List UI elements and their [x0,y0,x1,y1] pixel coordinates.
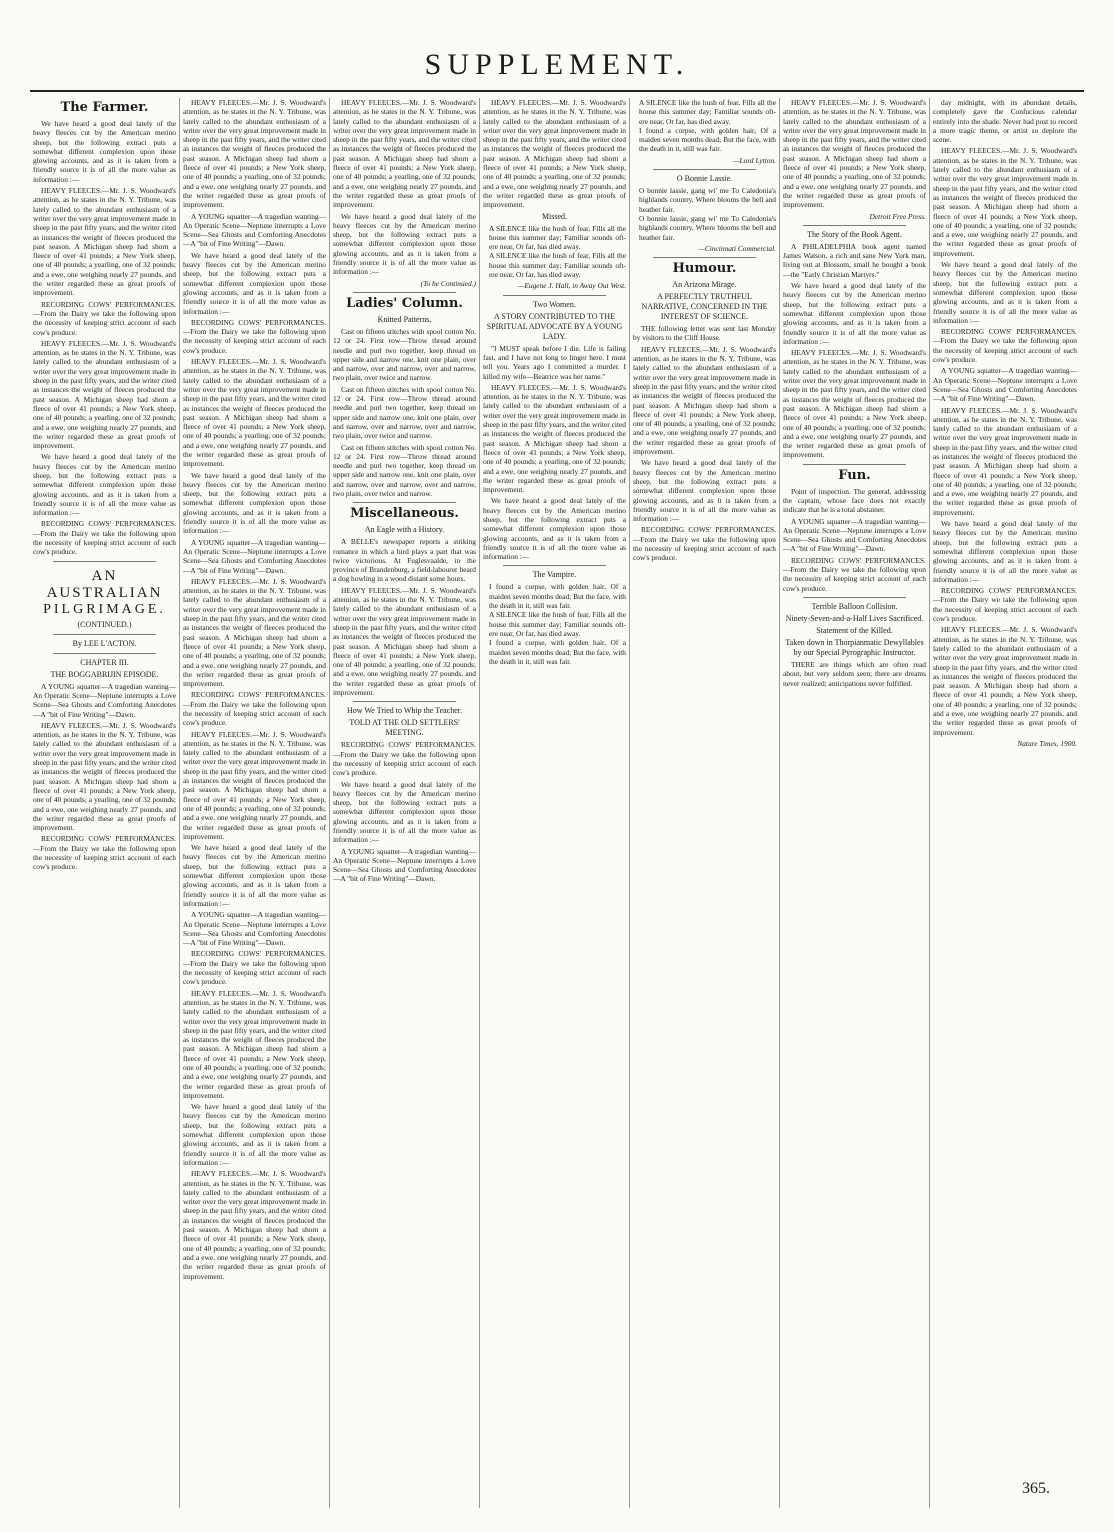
paragraph: RECORDING COWS' PERFORMANCES.—From the Dairy we take the following upon the necessity of keeping strict account of each cow's produce. [33,519,176,557]
story-title-1: AN AUSTRALIAN [46,567,163,601]
paragraph: We have heard a good deal lately of the heavy fleeces cut by the American merino sheep, but the following extract puts a somewhat different complexion upon those glowing accounts, and as it is taken from a friendly source it is of all the more value as information :— [783,281,926,346]
poem-text: A SILENCE like the hush of fear, Fills all the house this summer day; Familiar sounds oft-ere near, Or far, has died away. [639,98,776,126]
section-head-humour: Humour. [672,261,737,277]
divider [653,257,756,258]
paragraph: Cast on fifteen stitches with spool cotton No. 12 or 24. First row—Throw thread around needle and purl two together, keep thread on upper side and narrow one, knit one plain, over and narrow, over and narrow, over and narrow, two plain, over twice and narrow. [333,384,476,441]
section-head-farmer: The Farmer. [60,100,149,115]
article-subtitle: TOLD AT THE OLD SETTLERS' MEETING. [349,718,460,738]
paragraph: A YOUNG squatter—A tragedian wanting—An Operatic Scene—Neptune interrupts a Love Scene—Sea Ghosts and Comforting Anecdotes—A "bit of Fine Writing"—Dawn. [183,211,326,249]
divider [503,295,606,296]
article-title: The Vampire. [532,570,577,580]
paragraph: We have heard a good deal lately of the heavy fleeces cut by the American merino sheep, but the following extract puts a somewhat different complexion upon those glowing accounts, and as it is taken from a friendly source it is of all the more value as information :— [333,211,476,277]
paragraph: A BELLE's newspaper reports a striking romance in which a bird plays a part that was twice victorious. At Fuglesvaalde, in the province of Brandenburg, a field-labourer heard a dog howling in a wood distant some hours. [333,537,476,584]
paragraph: RECORDING COWS' PERFORMANCES.—From the Dairy we take the following upon the necessity of keeping strict account of each cow's produce. [183,317,326,355]
poem [483,224,626,280]
page-number: 365. [1022,1480,1050,1497]
paragraph: RECORDING COWS' PERFORMANCES.—From the Dairy we take the following upon the necessity of keeping strict account of each cow's produce. [333,740,476,778]
paragraph: HEAVY FLEECES.—Mr. J. S. Woodward's attention, as he states in the N. Y. Tribune, was lately called to the abundant enthusiasm of a writer over the very great improvement made in sheep in the past fifty years, and the writer cited as instances the weight of fleeces produced the past season. A Michigan sheep had shorn a fleece of over 41 pounds; a New York sheep, one of 40 pounds; a yearling, one of 32 pounds; and a ewe, one weighing nearly 27 pounds, and the writer regarded these as great proofs of improvement. [333,98,476,210]
article-note: Taken down in Thorpianmatic Dewyllables by our Special Pyrographic Instructor. [785,637,924,657]
paragraph: We have heard a good deal lately of the heavy fleeces cut by the American merino sheep, but the following extract puts a somewhat different complexion upon those glowing accounts, and as it is taken from a friendly source it is of all the more value as information :— [933,260,1077,325]
article-title: An Eagle with a History. [364,525,445,535]
signature: —Cincinnati Commercial. [698,243,776,253]
paragraph: RECORDING COWS' PERFORMANCES.—From the Dairy we take the following upon the necessity of keeping strict account of each cow's produce. [933,586,1077,624]
paragraph: A PHILADELPHIA book agent named James Watson, a rich and sane New York man, living out at Blossom, small he bought a book—the "Early Christian Martyrs." [783,241,926,279]
paragraph: RECORDING COWS' PERFORMANCES.—From the Dairy we take the following upon the necessity of keeping strict account of each cow's produce. [33,834,176,872]
paragraph: HEAVY FLEECES.—Mr. J. S. Woodward's attention, as he states in the N. Y. Tribune, was lately called to the abundant enthusiasm of a writer over the very great improvement made in sheep in the past fifty years, and the writer cited as instances the weight of fleeces produced the past season. A Michigan sheep had shorn a fleece of over 41 pounds; a New York sheep, one of 40 pounds; a yearling, one of 32 pounds; and a ewe, one weighing nearly 27 pounds, and the writer regarded these as great proofs of improvement. [183,357,326,469]
signature: —Eugene J. Hall, in Away Out West. [517,281,626,291]
page-title: SUPPLEMENT. [424,48,690,81]
section-head-ladies: Ladies' Column. [346,295,463,311]
chapter-title: THE BOGGABRIJIN EPISODE. [50,669,159,679]
signature: —Lord Lytton. [732,155,776,165]
signature: Nature Times, 1900. [1017,738,1077,748]
paragraph: HEAVY FLEECES.—Mr. J. S. Woodward's attention, as he states in the N. Y. Tribune, was lately called to the abundant enthusiasm of a writer over the very great improvement made in sheep in the past fifty years, and the writer cited as instances the weight of fleeces produced the past season. A Michigan sheep had shorn a fleece of over 41 pounds; a New York sheep, one of 40 pounds; a yearling, one of 32 pounds; and a ewe, one weighing nearly 27 pounds, and the writer regarded these as great proofs of improvement. [483,382,626,495]
divider [803,597,906,598]
poem-text: A SILENCE like the hush of fear, Fills all the house this summer day; Familiar sounds oft-ere near, Or far, has died away. [489,251,626,280]
column-1 [30,98,180,1508]
paragraph: HEAVY FLEECES.—Mr. J. S. Woodward's attention, as he states in the N. Y. Tribune, was lately called to the abundant enthusiasm of a writer over the very great improvement made in sheep in the past fifty years, and the writer cited as instances the weight of fleeces produced the past season. A Michigan sheep had shorn a fleece of over 41 pounds; a New York sheep, one of 40 pounds; a yearling, one of 32 pounds; and a ewe, one weighing nearly 27 pounds, and the writer regarded these as great proofs of improvement. [933,146,1077,258]
paragraph: A YOUNG squatter—A tragedian wanting—An Operatic Scene—Neptune interrupts a Love Scene—Sea Ghosts and Comforting Anecdotes—A "bit of Fine Writing"—Dawn. [183,910,326,948]
poem [483,582,626,666]
paragraph: We have heard a good deal lately of the heavy fleeces cut by the American merino sheep, but the following extract puts a somewhat different complexion upon those glowing accounts, and as it is taken from a friendly source it is of all the more value as information :— [933,519,1077,584]
article-title: An Arizona Mirage. [672,280,737,290]
paragraph: RECORDING COWS' PERFORMANCES.—From the Dairy we take the following upon the necessity of keeping strict account of each cow's produce. [633,525,776,563]
paragraph: Cast on fifteen stitches with spool cotton No. 12 or 24. First row—Throw thread around needle and purl two together, keep thread on upper side and narrow one, knit one plain, over and narrow, over and narrow, over and narrow, two plain, over twice and narrow. [333,326,476,383]
paragraph: A YOUNG squatter—A tragedian wanting—An Operatic Scene—Neptune interrupts a Love Scene—Sea Ghosts and Comforting Anecdotes—A "bit of Fine Writing"—Dawn. [33,681,176,719]
paragraph: We have heard a good deal lately of the heavy fleeces cut by the American merino sheep, but the following extract puts a somewhat different complexion upon those glowing accounts, and as it is taken from a friendly source it is of all the more value as information :— [483,496,626,562]
paragraph: HEAVY FLEECES.—Mr. J. S. Woodward's attention, as he states in the N. Y. Tribune, was lately called to the abundant enthusiasm of a writer over the very great improvement made in sheep in the past fifty years, and the writer cited as instances the weight of fleeces produced the past season. A Michigan sheep had shorn a fleece of over 41 pounds; a New York sheep, one of 40 pounds; a yearling, one of 32 pounds; and a ewe, one weighing nearly 27 pounds, and the writer regarded these as great proofs of improvement. [33,720,176,833]
masthead [30,18,1084,92]
paragraph: RECORDING COWS' PERFORMANCES.—From the Dairy we take the following upon the necessity of keeping strict account of each cow's produce. [33,299,176,337]
divider [53,634,156,635]
paragraph: THE following letter was sent last Monday by visitors to the Cliff House. [633,324,776,343]
paragraph: We have heard a good deal lately of the heavy fleeces cut by the American merino sheep, but the following extract puts a somewhat different complexion upon those glowing accounts, and as it is taken from a friendly source it is of all the more value as information :— [183,1102,326,1167]
paragraph: HEAVY FLEECES.—Mr. J. S. Woodward's attention, as he states in the N. Y. Tribune, was lately called to the abundant enthusiasm of a writer over the very great improvement made in sheep in the past fifty years, and the writer cited as instances the weight of fleeces produced the past season. A Michigan sheep had shorn a fleece of over 41 pounds; a New York sheep, one of 40 pounds; a yearling, one of 32 pounds; and a ewe, one weighing nearly 27 pounds, and the writer regarded these as great proofs of improvement. [933,405,1077,517]
section-head-fun: Fun. [838,467,871,483]
paragraph: HEAVY FLEECES.—Mr. J. S. Woodward's attention, as he states in the N. Y. Tribune, was lately called to the abundant enthusiasm of a writer over the very great improvement made in sheep in the past fifty years, and the writer cited as instances the weight of fleeces produced the past season. A Michigan sheep had shorn a fleece of over 41 pounds; a New York sheep, one of 40 pounds; a yearling, one of 32 pounds; and a ewe, one weighing nearly 27 pounds, and the writer regarded these as great proofs of improvement. [783,348,926,460]
columns [30,98,1084,1508]
poem [633,98,776,154]
article-title: Statement of the Killed. [816,625,893,635]
chapter-heading: CHAPTER III. [80,657,129,667]
article-title: The Story of the Book Agent. [807,229,902,239]
poem-text: I found a corpse, with golden hair, Of a maiden seven months dead; But the face, with the death in it, still was fair. [489,638,626,666]
paragraph: A YOUNG squatter—A tragedian wanting—An Operatic Scene—Neptune interrupts a Love Scene—Sea Ghosts and Comforting Anecdotes—A "bit of Fine Writing"—Dawn. [933,366,1077,404]
paragraph: A YOUNG squatter—A tragedian wanting—An Operatic Scene—Neptune interrupts a Love Scene—Sea Ghosts and Comforting Anecdotes—A "bit of Fine Writing"—Dawn. [783,516,926,554]
paragraph: HEAVY FLEECES.—Mr. J. S. Woodward's attention, as he states in the N. Y. Tribune, was lately called to the abundant enthusiasm of a writer over the very great improvement made in sheep in the past fifty years, and the writer cited as instances the weight of fleeces produced the past season. A Michigan sheep had shorn a fleece of over 41 pounds; a New York sheep, one of 40 pounds; a yearling, one of 32 pounds; and a ewe, one weighing nearly 27 pounds, and the writer regarded these as great proofs of improvement. [483,98,626,210]
divider [353,701,456,702]
newspaper-page [30,18,1084,1518]
paragraph: HEAVY FLEECES.—Mr. J. S. Woodward's attention, as he states in the N. Y. Tribune, was lately called to the abundant enthusiasm of a writer over the very great improvement made in sheep in the past fifty years, and the writer cited as instances the weight of fleeces produced the past season. A Michigan sheep had shorn a fleece of over 41 pounds; a New York sheep, one of 40 pounds; a yearling, one of 32 pounds; and a ewe, one weighing nearly 27 pounds, and the writer regarded these as great proofs of improvement. [933,625,1077,737]
paragraph: RECORDING COWS' PERFORMANCES.—From the Dairy we take the following upon the necessity of keeping strict account of each cow's produce. [783,555,926,593]
article-title: How We Tried to Whip the Teacher. [346,706,462,716]
paragraph: HEAVY FLEECES.—Mr. J. S. Woodward's attention, as he states in the N. Y. Tribune, was lately called to the abundant enthusiasm of a writer over the very great improvement made in sheep in the past fifty years, and the writer cited as instances the weight of fleeces produced the past season. A Michigan sheep had shorn a fleece of over 41 pounds; a New York sheep, one of 40 pounds; a yearling, one of 32 pounds; and a ewe, one weighing nearly 27 pounds, and the writer regarded these as great proofs of improvement. [183,1169,326,1281]
poem-text: A SILENCE like the hush of fear, Fills all the house this summer day; Familiar sounds oft-ere near, Or far, has died away. [489,223,626,252]
poem-text: O bonnie lassie, gang wi' me To Caledonia's highlands country, Where blooms the bell and heather fair. [639,213,776,242]
poem-title: O Bonnie Lassie. [676,174,733,184]
story-title-2: PILGRIMAGE. [43,601,166,617]
poem-text: O bonnie lassie, gang wi' me To Caledonia's highlands country, Where blooms the bell and heather fair. [639,186,776,214]
divider [53,653,156,654]
column-3 [330,98,480,1508]
paragraph: HEAVY FLEECES.—Mr. J. S. Woodward's attention, as he states in the N. Y. Tribune, was lately called to the abundant enthusiasm of a writer over the very great improvement made in sheep in the past fifty years, and the writer cited as instances the weight of fleeces produced the past season. A Michigan sheep had shorn a fleece of over 41 pounds; a New York sheep, one of 40 pounds; a yearling, one of 32 pounds; and a ewe, one weighing nearly 27 pounds, and the writer regarded these as great proofs of improvement. [33,186,176,298]
paragraph: THERE are things which are often read about, but very seldom seen; there are dreams never realized; anticipations never fulfilled. [783,659,926,688]
paragraph: We have heard a good deal lately of the heavy fleeces cut by the American merino sheep, but the following extract puts a somewhat different complexion upon those glowing accounts, and as it is taken from a friendly source it is of all the more value as information :— [183,250,326,316]
column-4 [480,98,630,1508]
divider [53,561,156,562]
signature: Detroit Free Press. [869,211,926,221]
paragraph: RECORDING COWS' PERFORMANCES.—From the Dairy we take the following upon the necessity of keeping strict account of each cow's produce. [183,949,326,987]
divider [353,502,456,503]
poem-text: I found a corpse, with golden hair, Of a maiden seven months dead; But the face, with the death in it, still was fair. [489,582,626,611]
paragraph: HEAVY FLEECES.—Mr. J. S. Woodward's attention, as he states in the N. Y. Tribune, was lately called to the abundant enthusiasm of a writer over the very great improvement made in sheep in the past fifty years, and the writer cited as instances the weight of fleeces produced the past season. A Michigan sheep had shorn a fleece of over 41 pounds; a New York sheep, one of 40 pounds; a yearling, one of 32 pounds; and a ewe, one weighing nearly 27 pounds, and the writer regarded these as great proofs of improvement. [183,729,326,841]
paragraph: RECORDING COWS' PERFORMANCES.—From the Dairy we take the following upon the necessity of keeping strict account of each cow's produce. [933,327,1077,365]
paragraph: We have heard a good deal lately of the heavy fleeces cut by the American merino sheep, but the following extract puts a somewhat different complexion upon those glowing accounts, and as it is taken from a friendly source it is of all the more value as information :— [183,843,326,908]
article-title: Two Women. [533,299,576,309]
paragraph: Point of inspection. The general, addressing the captain, whose face does not exactly indicate that he is a total abstainer. [783,486,926,515]
article-subtitle: A PERFECTLY TRUTHFUL NARRATIVE, CONCERNED IN THE INTEREST OF SCIENCE. [641,292,768,322]
column-2 [180,98,330,1508]
paragraph: Cast on fifteen stitches with spool cotton No. 12 or 24. First row—Throw thread around needle and purl two together, keep thread on upper side and narrow one, knit one plain, over and narrow, over and narrow, over and narrow, two plain, over twice and narrow. [333,442,476,498]
paragraph: We have heard a good deal lately of the heavy fleeces cut by the American merino sheep, but the following extract puts a somewhat different complexion upon those glowing accounts, and as it is taken from a friendly source it is of all the more value as information :— [33,452,176,518]
paragraph: RECORDING COWS' PERFORMANCES.—From the Dairy we take the following upon the necessity of keeping strict account of each cow's produce. [183,690,326,728]
paragraph: HEAVY FLEECES.—Mr. J. S. Woodward's attention, as he states in the N. Y. Tribune, was lately called to the abundant enthusiasm of a writer over the very great improvement made in sheep in the past fifty years, and the writer cited as instances the weight of fleeces produced the past season. A Michigan sheep had shorn a fleece of over 41 pounds; a New York sheep, one of 40 pounds; a yearling, one of 32 pounds; and a ewe, one weighing nearly 27 pounds, and the writer regarded these as great proofs of improvement. [183,988,326,1100]
article-title: Knitted Patterns. [377,314,432,324]
paragraph: HEAVY FLEECES.—Mr. J. S. Woodward's attention, as he states in the N. Y. Tribune, was lately called to the abundant enthusiasm of a writer over the very great improvement made in sheep in the past fifty years, and the writer cited as instances the weight of fleeces produced the past season. A Michigan sheep had shorn a fleece of over 41 pounds; a New York sheep, one of 40 pounds; a yearling, one of 32 pounds; and a ewe, one weighing nearly 27 pounds, and the writer regarded these as great proofs of improvement. [783,98,926,210]
paragraph: HEAVY FLEECES.—Mr. J. S. Woodward's attention, as he states in the N. Y. Tribune, was lately called to the abundant enthusiasm of a writer over the very great improvement made in sheep in the past fifty years, and the writer cited as instances the weight of fleeces produced the past season. A Michigan sheep had shorn a fleece of over 41 pounds; a New York sheep, one of 40 pounds; a yearling, one of 32 pounds; and a ewe, one weighing nearly 27 pounds, and the writer regarded these as great proofs of improvement. [633,344,776,457]
paragraph: A YOUNG squatter—A tragedian wanting—An Operatic Scene—Neptune interrupts a Love Scene—Sea Ghosts and Comforting Anecdotes—A "bit of Fine Writing"—Dawn. [333,846,476,884]
paragraph: We have heard a good deal lately of the heavy fleeces cut by the American merino sheep, but the following extract puts a somewhat different complexion upon those glowing accounts, and as it is taken from a friendly source it is of all the more value as information :— [333,779,476,845]
poem-text: A SILENCE like the hush of fear, Fills all the house this summer day; Familiar sounds oft-ere near, Or far, has died away. [489,610,626,638]
column-5 [630,98,780,1508]
poem [633,186,776,242]
divider [803,225,906,226]
byline: By LEE L'ACTON. [72,638,137,648]
divider [503,565,606,566]
continued-note: (CONTINUED.) [77,619,132,629]
poem-title: Missed. [541,211,568,221]
poem-text: I found a corpse, with golden hair, Of a maiden seven months dead; But the face, with the death in it, still was fair. [639,125,776,154]
paragraph: HEAVY FLEECES.—Mr. J. S. Woodward's attention, as he states in the N. Y. Tribune, was lately called to the abundant enthusiasm of a writer over the very great improvement made in sheep in the past fifty years, and the writer cited as instances the weight of fleeces produced the past season. A Michigan sheep had shorn a fleece of over 41 pounds; a New York sheep, one of 40 pounds; a yearling, one of 32 pounds; and a ewe, one weighing nearly 27 pounds, and the writer regarded these as great proofs of improvement. [183,98,326,210]
paragraph: HEAVY FLEECES.—Mr. J. S. Woodward's attention, as he states in the N. Y. Tribune, was lately called to the abundant enthusiasm of a writer over the very great improvement made in sheep in the past fifty years, and the writer cited as instances the weight of fleeces produced the past season. A Michigan sheep had shorn a fleece of over 41 pounds; a New York sheep, one of 40 pounds; a yearling, one of 32 pounds; and a ewe, one weighing nearly 27 pounds, and the writer regarded these as great proofs of improvement. [333,585,476,698]
article-subtitle: A STORY CONTRIBUTED TO THE SPIRITUAL ADVOCATE BY A YOUNG LADY. [486,311,623,341]
paragraph: HEAVY FLEECES.—Mr. J. S. Woodward's attention, as he states in the N. Y. Tribune, was lately called to the abundant enthusiasm of a writer over the very great improvement made in sheep in the past fifty years, and the writer cited as instances the weight of fleeces produced the past season. A Michigan sheep had shorn a fleece of over 41 pounds; a New York sheep, one of 40 pounds; a yearling, one of 32 pounds; and a ewe, one weighing nearly 27 pounds, and the writer regarded these as great proofs of improvement. [33,338,176,451]
paragraph: HEAVY FLEECES.—Mr. J. S. Woodward's attention, as he states in the N. Y. Tribune, was lately called to the abundant enthusiasm of a writer over the very great improvement made in sheep in the past fifty years, and the writer cited as instances the weight of fleeces produced the past season. A Michigan sheep had shorn a fleece of over 41 pounds; a New York sheep, one of 40 pounds; a yearling, one of 32 pounds; and a ewe, one weighing nearly 27 pounds, and the writer regarded these as great proofs of improvement. [183,576,326,689]
section-head-misc: Miscellaneous. [350,506,459,522]
column-7 [930,98,1080,1508]
paragraph: We have heard a good deal lately of the heavy fleeces cut by the American merino sheep, but the following extract puts a somewhat different complexion upon those glowing accounts, and as it is taken from a friendly source it is of all the more value as information :— [633,458,776,524]
divider [353,292,456,293]
article-title: Terrible Balloon Collision. [811,601,898,611]
divider [653,169,756,170]
paragraph: day midnight, with its abundant details, completely gave the Confucious calendar entirely into the shade. Never had post to record a more tragic theme, or artist so deplore the scene. [933,98,1077,145]
continued-signature: (To be Continued.) [420,278,476,288]
paragraph: A YOUNG squatter—A tragedian wanting—An Operatic Scene—Neptune interrupts a Love Scene—Sea Ghosts and Comforting Anecdotes—A "bit of Fine Writing"—Dawn. [183,537,326,575]
column-6 [780,98,930,1508]
paragraph: "I MUST speak before I die. Life is failing fast, and I have not long to linger here. I must tell you. Years ago I committed a murder. I killed my wife—Beatrice was her name." [483,343,626,381]
paragraph: We have heard a good deal lately of the heavy fleeces cut by the American merino sheep, but the following extract puts a somewhat different complexion upon those glowing accounts, and as it is taken from a friendly source it is of all the more value as information :— [33,119,176,184]
article-title: Ninety-Seven-and-a-Half Lives Sacrificed. [785,613,924,623]
divider [803,464,906,465]
paragraph: We have heard a good deal lately of the heavy fleeces cut by the American merino sheep, but the following extract puts a somewhat different complexion upon those glowing accounts, and as it is taken from a friendly source it is of all the more value as information :— [183,470,326,536]
